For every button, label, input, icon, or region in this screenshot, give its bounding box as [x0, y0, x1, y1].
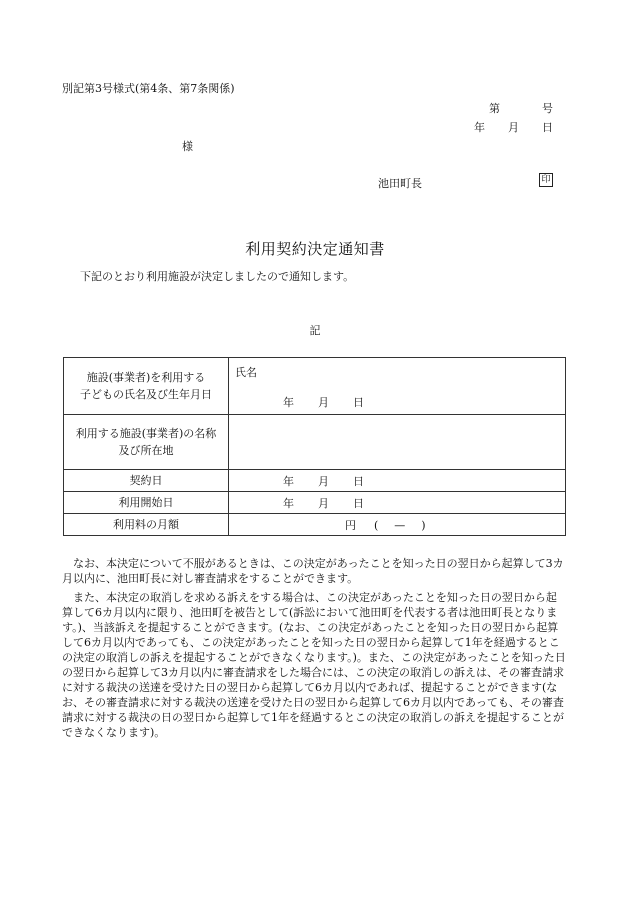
fee-yen: 円 — [345, 518, 356, 532]
row-value-contract — [229, 470, 566, 492]
row-label-contract: 契約日 — [64, 470, 229, 492]
row-label-facility-line2: 及び所在地 — [118, 444, 174, 457]
number-go: 号 — [542, 102, 553, 115]
start-month: 月 — [318, 496, 329, 510]
birth-date — [283, 394, 364, 410]
row-label-child-line1: 施設(事業者)を利用する — [86, 371, 206, 384]
ki-label: 記 — [309, 324, 321, 337]
date-month: 月 — [508, 121, 519, 134]
contract-day: 日 — [353, 474, 364, 488]
row-value-facility — [229, 415, 566, 470]
info-table — [63, 357, 566, 536]
table-row-fee — [64, 514, 566, 536]
lawsuit-note: また、本決定の取消しを求める訴えをする場合は、この決定があったことを知った日の翌日から起算して6カ月以内に限り、池田町を被告として(訴訟において池田町を代表する者は池田町長となります。)、当該訴えを提起することができます。(なお、この決定があったことを知った日の翌日から起算して6カ月以内であっても、この決定があったことを知った日の翌日から起算して1年を経過するとこの決定の取消しの訴えを提起することができなくなります。)。また、この決定があったことを知った日の翌日から起算して3カ月以内に審査請求をした場合には、この決定の取消しの訴えは、その審査請求に対する裁決の送達を受けた日の翌日から起算して6カ月以内であれば、提起することができます(なお、その審査請求に対する裁決の送達を受けた日の翌日から起算して6カ月以内であっても、その審査請求に対する裁決の日の翌日から起算して1年を経過するとこの決定の取消しの訴えを提起することができなくなります)。 — [62, 591, 566, 739]
start-year: 年 — [283, 496, 294, 510]
contract-year: 年 — [283, 474, 294, 488]
row-value-fee — [229, 514, 566, 536]
form-id: 別記第3号様式(第4条、第7条関係) — [62, 82, 235, 95]
addressee-suffix: 様 — [182, 140, 193, 153]
birth-day: 日 — [353, 396, 364, 409]
table-row-start — [64, 492, 566, 514]
table-row-facility — [64, 415, 566, 470]
birth-month: 月 — [318, 396, 329, 409]
number-dai: 第 — [489, 102, 500, 115]
fee-paren-close: ) — [421, 518, 426, 532]
row-label-child — [64, 358, 229, 415]
appeal-note: なお、本決定について不服があるときは、この決定があったことを知った日の翌日から起算して3カ月以内に、池田町長に対し審査請求をすることができます。 — [62, 557, 564, 585]
birth-year: 年 — [283, 396, 294, 409]
name-label: 氏名 — [235, 366, 257, 379]
row-label-child-line2: 子どもの氏名及び生年月日 — [80, 388, 212, 401]
fee-dash: — — [394, 518, 406, 532]
row-value-child — [229, 358, 566, 415]
date-year: 年 — [474, 121, 485, 134]
seal-mark: 印 — [539, 173, 553, 187]
contract-month: 月 — [318, 474, 329, 488]
table-row-child — [64, 358, 566, 415]
row-label-start: 利用開始日 — [64, 492, 229, 514]
document-title: 利用契約決定通知書 — [245, 240, 385, 258]
start-day: 日 — [353, 496, 364, 510]
row-value-start — [229, 492, 566, 514]
row-label-fee: 利用料の月額 — [64, 514, 229, 536]
date-day: 日 — [542, 121, 553, 134]
issuer: 池田町長 — [378, 177, 422, 190]
fee-paren-open: ( — [374, 518, 379, 532]
row-label-facility-line1: 利用する施設(事業者)の名称 — [75, 427, 217, 440]
table-row-contract — [64, 470, 566, 492]
row-label-facility — [64, 415, 229, 470]
intro-text: 下記のとおり利用施設が決定しましたので通知します。 — [80, 270, 355, 283]
